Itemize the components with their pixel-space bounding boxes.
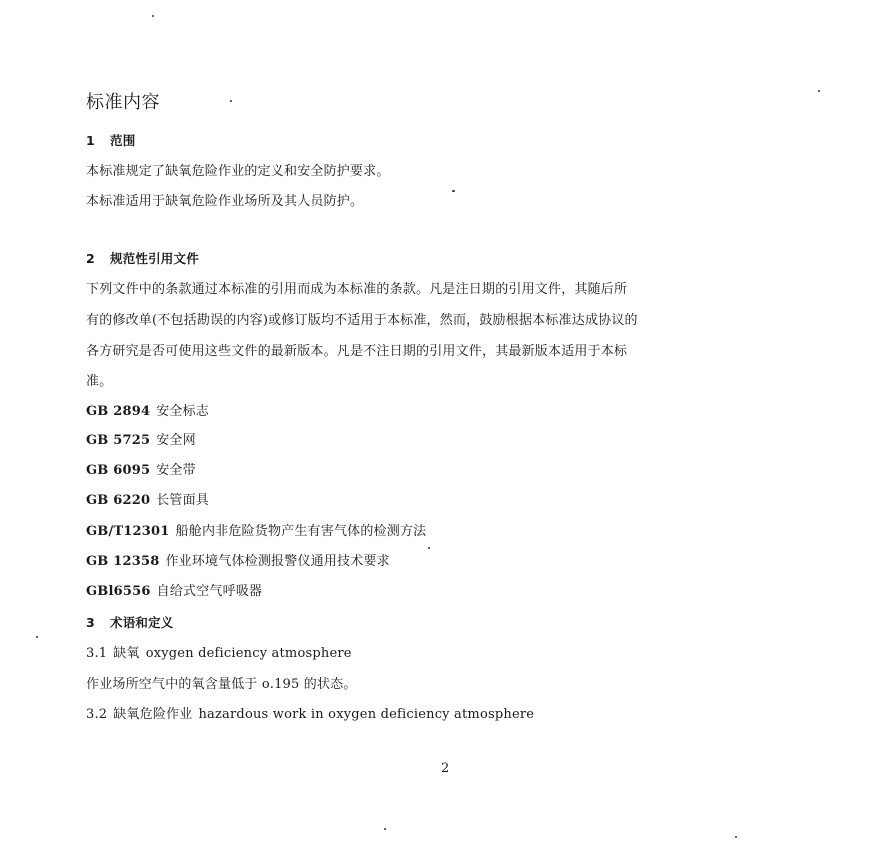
section-number: 1: [86, 133, 95, 148]
section-number: 2: [86, 251, 95, 266]
normative-paragraph-line-1: 下列文件中的条款通过本标准的引用而成为本标准的条款。凡是注日期的引用文件，其随后所: [86, 282, 628, 297]
scope-paragraph-2: 本标准适用于缺氧危险作业场所及其人员防护。: [86, 194, 364, 209]
scope-paragraph-1: 本标准规定了缺氧危险作业的定义和安全防护要求。: [86, 164, 390, 179]
section-number: 3: [86, 615, 95, 630]
reference-item: [86, 493, 209, 509]
scan-speck: [428, 547, 430, 549]
reference-code: GB 12358: [86, 554, 160, 569]
term-number: 3.2: [86, 707, 108, 722]
reference-title: 自给式空气呼吸器: [156, 584, 263, 599]
scan-speck: [452, 190, 455, 192]
reference-code: GB 6095: [86, 463, 151, 478]
term-entry: [86, 707, 534, 723]
scan-speck: [36, 636, 38, 638]
scan-speck: [230, 100, 232, 102]
reference-item: [86, 554, 390, 570]
reference-code: GBl6556: [86, 584, 151, 599]
reference-item: [86, 463, 196, 479]
reference-title: 长管面具: [156, 493, 210, 508]
term-entry: [86, 646, 352, 662]
reference-code: GB/T12301: [86, 524, 170, 539]
section-heading-scope: [86, 133, 135, 149]
term-chinese: 缺氧: [113, 646, 140, 661]
term-english: oxygen deficiency atmosphere: [145, 646, 352, 661]
section-title: 术语和定义: [110, 615, 174, 630]
term-chinese: 缺氧危险作业: [113, 707, 193, 722]
term-english: hazardous work in oxygen deficiency atmosphere: [198, 707, 535, 722]
reference-title: 安全带: [156, 463, 196, 478]
section-heading-normative: [86, 251, 199, 267]
reference-code: GB 2894: [86, 404, 151, 419]
section-title: 规范性引用文件: [110, 251, 199, 266]
reference-title: 作业环境气体检测报警仪通用技术要求: [165, 554, 390, 569]
scan-speck: [735, 836, 737, 838]
normative-paragraph-line-2: 有的修改单(不包括勘误的内容)或修订版均不适用于本标准，然而，鼓励根据本标准达成协议的: [86, 313, 638, 328]
document-title: 标准内容: [86, 92, 160, 113]
reference-code: GB 5725: [86, 433, 151, 448]
reference-title: 安全标志: [156, 404, 210, 419]
reference-item: [86, 433, 196, 449]
reference-title: 安全网: [156, 433, 196, 448]
term-definition: 作业场所空气中的氧含量低于 o.195 的状态。: [86, 677, 357, 692]
reference-item: [86, 404, 209, 420]
section-heading-terms: [86, 615, 174, 631]
normative-paragraph-line-4: 准。: [86, 374, 113, 389]
term-number: 3.1: [86, 646, 108, 661]
reference-item: [86, 524, 426, 540]
page-number: 2: [441, 761, 450, 776]
normative-paragraph-line-3: 各方研究是否可使用这些文件的最新版本。凡是不注日期的引用文件，其最新版本适用于本标: [86, 344, 628, 359]
scan-speck: [384, 828, 386, 830]
scan-speck: [152, 15, 154, 17]
section-title: 范围: [110, 133, 136, 148]
reference-item: [86, 584, 262, 600]
scan-speck: [818, 90, 820, 92]
reference-code: GB 6220: [86, 493, 151, 508]
reference-title: 船舱内非危险货物产生有害气体的检测方法: [175, 524, 427, 539]
